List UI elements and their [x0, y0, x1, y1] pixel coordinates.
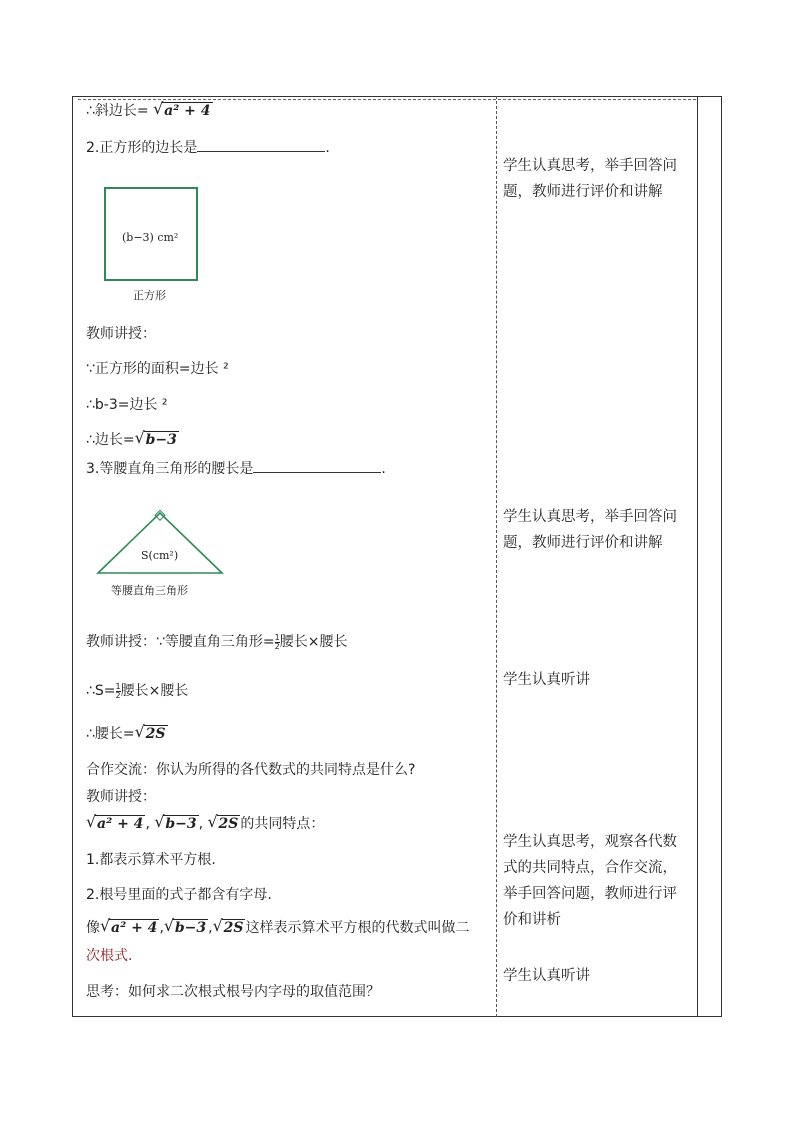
sqrt-expression: √ a² + 4	[153, 99, 211, 119]
sqrt-expression: √ b−3	[134, 428, 177, 448]
sqrt-expression: √ b−3	[154, 812, 197, 832]
sqrt-expression: √ 2S	[207, 812, 239, 832]
row-top-border	[78, 99, 696, 100]
sqrt-expression: √ 2S	[134, 722, 166, 742]
fraction: $\frac{1}{2}$	[115, 681, 121, 700]
column-divider-right	[697, 96, 698, 1017]
common-features-line: √ a² + 4 , √ b−3 , √ 2S 的共同特点：	[86, 812, 325, 832]
student-activity-3: 学生认真听讲	[503, 672, 590, 688]
so-line-2: ∴边长= √ b−3	[86, 428, 177, 448]
term-definition: 次根式.	[86, 948, 133, 964]
sqrt-expression: √ 2S	[212, 916, 244, 936]
question-2: 2.正方形的边长是 .	[86, 137, 330, 158]
cooperation-question: 合作交流：你认为所得的各代数式的共同特点是什么?	[86, 762, 416, 778]
hypotenuse-line: ∴斜边长= √ a² + 4	[86, 99, 211, 119]
answer-blank	[253, 458, 381, 473]
triangle-caption: 等腰直角三角形	[111, 584, 188, 597]
question-3: 3.等腰直角三角形的腰长是 .	[86, 458, 386, 479]
so-line-3: ∴S= $\frac{1}{2}$ 腰长×腰长	[86, 681, 189, 700]
fraction: $\frac{1}{2}$	[274, 632, 280, 651]
sqrt-expression: √ b−3	[163, 916, 207, 936]
answer-blank	[197, 137, 325, 152]
sqrt-expression: √ a² + 4	[86, 812, 144, 832]
thinking-question: 思考：如何求二次根式根号内字母的取值范围？	[86, 984, 380, 1000]
teacher-line-2: 教师讲授：∵等腰直角三角形= $\frac{1}{2}$ 腰长×腰长	[86, 632, 348, 651]
teacher-label-1: 教师讲授：	[86, 326, 156, 342]
square-caption: 正方形	[133, 289, 166, 302]
so-line-4: ∴腰长= √ 2S	[86, 722, 166, 742]
student-activity-1: 学生认真思考，举手回答问题，教师进行评价和讲解	[503, 158, 677, 200]
column-divider	[496, 96, 497, 1017]
since-line: ∵正方形的面积=边长 ²	[86, 361, 229, 377]
point-2: 2.根号里面的式子都含有字母.	[86, 887, 272, 903]
student-activity-2: 学生认真思考，举手回答问题，教师进行评价和讲解	[503, 509, 677, 551]
sqrt-expression: √ a² + 4	[100, 916, 158, 936]
student-activity-5: 学生认真听讲	[503, 968, 590, 984]
student-activity-4: 学生认真思考，观察各代数式的共同特点，合作交流，举手回答问题，教师进行评价和讲析	[503, 834, 677, 928]
point-1: 1.都表示算术平方根.	[86, 852, 216, 868]
triangle-label: S(cm²)	[141, 549, 179, 562]
definition-line: 像 √ a² + 4 , √ b−3 , √ 2S 这样表示算术平方根的代数式叫做二	[86, 916, 470, 936]
teacher-label-3: 教师讲授：	[86, 789, 156, 805]
square-label: (b−3) cm²	[122, 231, 179, 244]
so-line-1: ∴b-3=边长 ²	[86, 397, 168, 413]
